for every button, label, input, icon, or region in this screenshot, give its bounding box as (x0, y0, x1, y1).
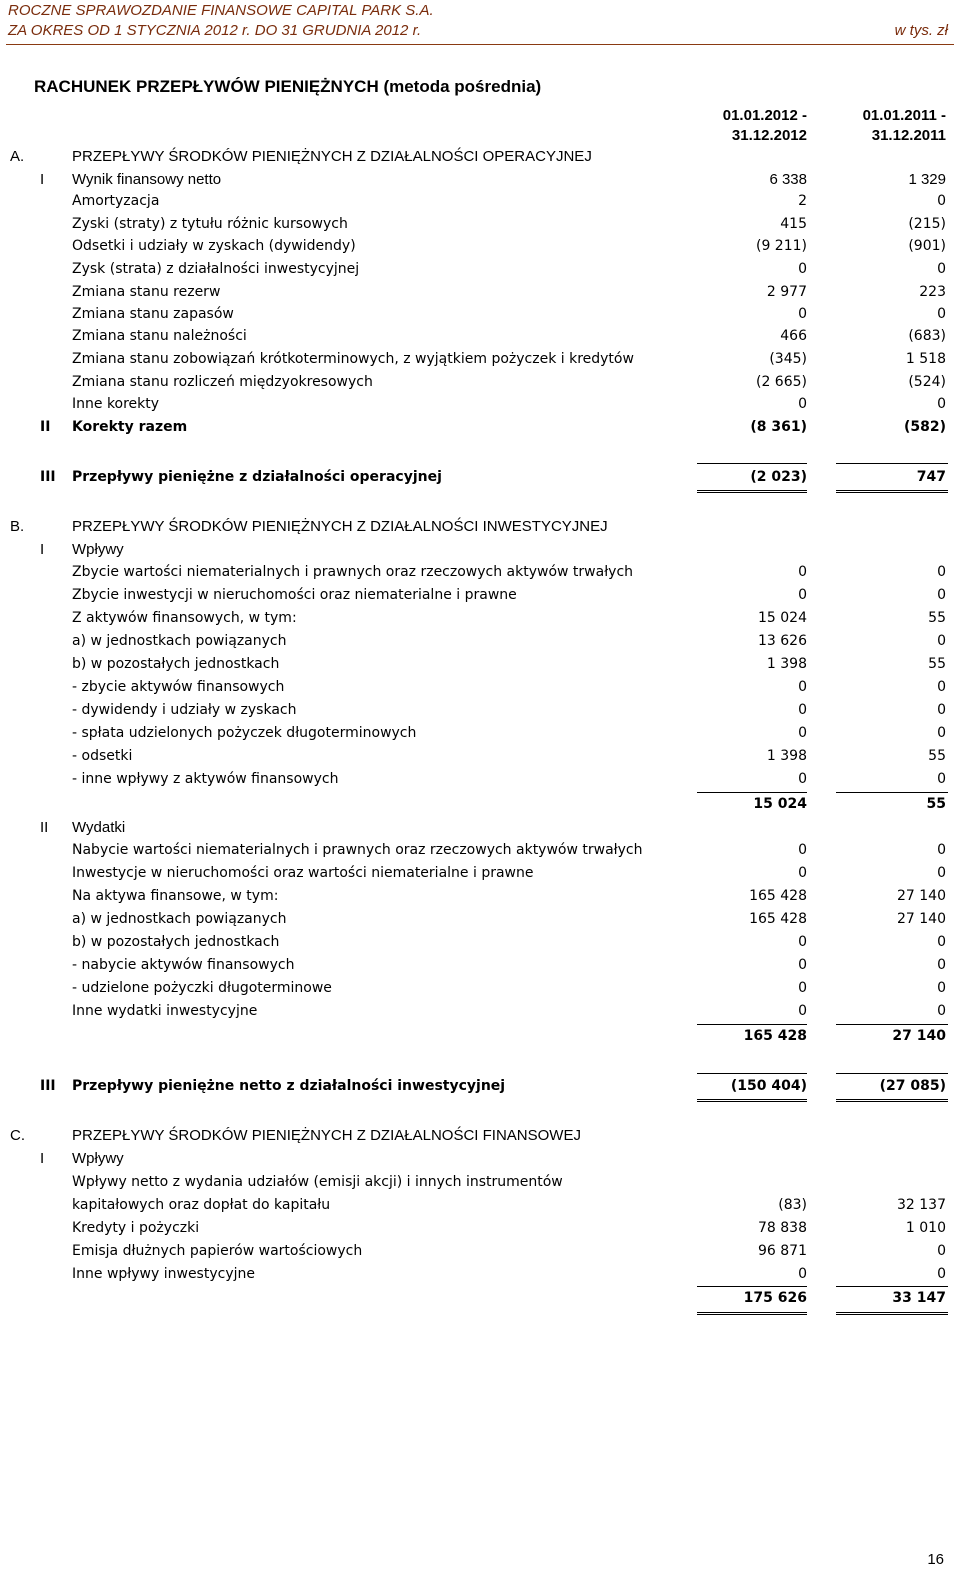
row-label: Przepływy pieniężne z działalności operacyjnej (72, 469, 442, 485)
value-2012: 0 (798, 957, 807, 973)
row-label: a) w jednostkach powiązanych (72, 911, 287, 927)
value-2012: 1 398 (766, 748, 807, 764)
currency-unit: w tys. zł (894, 22, 948, 39)
subtotal-rule (697, 1286, 807, 1287)
total-double-rule (836, 1312, 948, 1315)
value-2012: 6 338 (769, 171, 807, 188)
page-number: 16 (927, 1551, 944, 1568)
total-double-rule (697, 490, 807, 493)
subtotal-rule (697, 1073, 807, 1074)
total-double-rule (697, 1312, 807, 1315)
table-row (0, 1220, 960, 1242)
row-label: Wydatki (72, 819, 126, 836)
period-2011-line2: 31.12.2011 (871, 127, 946, 144)
row-label: Zmiana stanu zobowiązań krótkoterminowych, z wyjątkiem pożyczek i kredytów (72, 351, 634, 367)
row-number: I (40, 171, 45, 188)
row-label: Wpływy netto z wydania udziałów (emisji akcji) i innych instrumentów (72, 1174, 563, 1190)
row-label: Zbycie wartości niematerialnych i prawnych oraz rzeczowych aktywów trwałych (72, 564, 634, 580)
row-label: - zbycie aktywów finansowych (72, 679, 285, 695)
value-2012: 0 (798, 261, 807, 277)
row-label: PRZEPŁYWY ŚRODKÓW PIENIĘŻNYCH Z DZIAŁALNOŚCI INWESTYCYJNEJ (72, 518, 608, 535)
value-2012: 0 (798, 1266, 807, 1282)
table-row (0, 351, 960, 373)
row-number: C. (10, 1127, 25, 1144)
table-row (0, 564, 960, 586)
value-2012: (150 404) (730, 1078, 807, 1094)
table-row (0, 419, 960, 441)
value-2012: 175 626 (743, 1290, 807, 1306)
value-2012: 466 (780, 328, 807, 344)
value-2012: (2 023) (750, 469, 807, 485)
row-label: Inne wpływy inwestycyjne (72, 1266, 255, 1282)
value-2011: 747 (916, 469, 946, 485)
table-row (0, 587, 960, 609)
row-label: Przepływy pieniężne netto z działalności inwestycyjnej (72, 1078, 506, 1094)
value-2011: 0 (937, 396, 946, 412)
period-2011-line1: 01.01.2011 - (862, 107, 946, 124)
value-2012: 2 977 (766, 284, 807, 300)
row-label: Odsetki i udziały w zyskach (dywidendy) (72, 238, 356, 254)
value-2011: 0 (937, 193, 946, 209)
value-2011: 55 (928, 610, 946, 626)
report-header-line1: ROCZNE SPRAWOZDANIE FINANSOWE CAPITAL PARK S.A. (8, 2, 434, 19)
value-2012: 0 (798, 306, 807, 322)
table-row (0, 1290, 960, 1312)
table-row (0, 306, 960, 328)
row-label: Wpływy (72, 541, 124, 558)
value-2011: 0 (937, 842, 946, 858)
row-label: Nabycie wartości niematerialnych i prawnych oraz rzeczowych aktywów trwałych (72, 842, 643, 858)
value-2012: 1 398 (766, 656, 807, 672)
table-row (0, 1266, 960, 1288)
table-row (0, 980, 960, 1002)
value-2011: 0 (937, 564, 946, 580)
value-2012: (9 211) (755, 238, 807, 254)
row-number: III (40, 469, 56, 485)
value-2011: 223 (919, 284, 946, 300)
value-2011: 0 (937, 1003, 946, 1019)
value-2011: 32 137 (897, 1197, 946, 1213)
value-2011: (215) (908, 216, 946, 232)
value-2012: (345) (769, 351, 807, 367)
row-label: Amortyzacja (72, 193, 160, 209)
row-number: II (40, 819, 49, 836)
table-row (0, 796, 960, 818)
table-row (0, 148, 960, 170)
value-2011: 0 (937, 306, 946, 322)
value-2012: 0 (798, 587, 807, 603)
value-2012: 15 024 (758, 610, 807, 626)
header-divider (6, 44, 954, 45)
subtotal-rule (836, 1286, 948, 1287)
value-2012: 0 (798, 396, 807, 412)
subtotal-rule (836, 1024, 948, 1025)
value-2011: 55 (928, 748, 946, 764)
value-2011: (582) (903, 419, 946, 435)
row-number: I (40, 1150, 45, 1167)
table-row (0, 748, 960, 770)
row-label: - udzielone pożyczki długoterminowe (72, 980, 332, 996)
value-2012: 0 (798, 842, 807, 858)
subtotal-rule (836, 1073, 948, 1074)
table-row (0, 171, 960, 193)
value-2011: 0 (937, 980, 946, 996)
row-label: b) w pozostałych jednostkach (72, 934, 280, 950)
row-number: I (40, 541, 45, 558)
value-2012: 415 (780, 216, 807, 232)
row-label: Wynik finansowy netto (72, 171, 222, 188)
value-2011: 27 140 (897, 888, 946, 904)
row-label: Kredyty i pożyczki (72, 1220, 200, 1236)
value-2011: 1 010 (905, 1220, 946, 1236)
table-row (0, 1028, 960, 1050)
value-2012: 0 (798, 771, 807, 787)
subtotal-rule (697, 792, 807, 793)
row-label: PRZEPŁYWY ŚRODKÓW PIENIĘŻNYCH Z DZIAŁALNOŚCI FINANSOWEJ (72, 1127, 581, 1144)
row-label: Zmiana stanu należności (72, 328, 247, 344)
row-label: Z aktywów finansowych, w tym: (72, 610, 297, 626)
value-2011: (901) (908, 238, 946, 254)
row-label: Wpływy (72, 1150, 124, 1167)
table-row (0, 865, 960, 887)
value-2011: 0 (937, 865, 946, 881)
row-number: II (40, 419, 51, 435)
report-header-line2: ZA OKRES OD 1 STYCZNIA 2012 r. DO 31 GRUDNIA 2012 r. (8, 22, 422, 39)
value-2011: 27 140 (897, 911, 946, 927)
table-row (0, 819, 960, 841)
table-row (0, 1243, 960, 1265)
table-row (0, 702, 960, 724)
value-2012: 0 (798, 980, 807, 996)
table-row (0, 328, 960, 350)
table-row (0, 216, 960, 238)
row-label: Zbycie inwestycji w nieruchomości oraz niematerialne i prawne (72, 587, 517, 603)
value-2011: 0 (937, 702, 946, 718)
row-label: Inne korekty (72, 396, 160, 412)
value-2012: 165 428 (749, 911, 807, 927)
value-2011: 0 (937, 261, 946, 277)
period-2012-line2: 31.12.2012 (731, 127, 807, 144)
value-2012: 0 (798, 564, 807, 580)
table-row (0, 771, 960, 793)
subtotal-rule (697, 463, 807, 464)
value-2011: (27 085) (879, 1078, 946, 1094)
subtotal-rule (836, 792, 948, 793)
table-row (0, 1197, 960, 1219)
row-label: - inne wpływy z aktywów finansowych (72, 771, 339, 787)
table-row (0, 1078, 960, 1100)
period-2011-header (836, 106, 946, 146)
row-label: Inne wydatki inwestycyjne (72, 1003, 258, 1019)
table-row (0, 261, 960, 283)
total-double-rule (836, 1099, 948, 1102)
row-number: B. (10, 518, 25, 535)
value-2011: 0 (937, 679, 946, 695)
value-2011: 1 329 (908, 171, 946, 188)
row-label: - odsetki (72, 748, 133, 764)
row-label: Emisja dłużnych papierów wartościowych (72, 1243, 363, 1259)
value-2012: (8 361) (750, 419, 807, 435)
table-row (0, 1150, 960, 1172)
table-row (0, 656, 960, 678)
table-row (0, 284, 960, 306)
period-2012-line1: 01.01.2012 - (722, 107, 807, 124)
row-label: b) w pozostałych jednostkach (72, 656, 280, 672)
value-2012: (83) (778, 1197, 807, 1213)
table-row (0, 934, 960, 956)
row-label: - nabycie aktywów finansowych (72, 957, 295, 973)
value-2011: 0 (937, 957, 946, 973)
total-double-rule (836, 490, 948, 493)
value-2012: 13 626 (758, 633, 807, 649)
row-label: Inwestycje w nieruchomości oraz wartości niematerialne i prawne (72, 865, 534, 881)
table-row (0, 541, 960, 563)
value-2011: 0 (937, 1243, 946, 1259)
value-2012: 2 (798, 193, 807, 209)
value-2012: 96 871 (758, 1243, 807, 1259)
value-2012: 15 024 (753, 796, 807, 812)
value-2012: 165 428 (749, 888, 807, 904)
table-row (0, 725, 960, 747)
table-row (0, 911, 960, 933)
value-2012: 0 (798, 934, 807, 950)
value-2011: 55 (928, 656, 946, 672)
table-row (0, 469, 960, 491)
row-label: kapitałowych oraz dopłat do kapitału (72, 1197, 331, 1213)
value-2011: 55 (926, 796, 946, 812)
total-double-rule (697, 1099, 807, 1102)
value-2012: (2 665) (755, 374, 807, 390)
value-2012: 0 (798, 1003, 807, 1019)
value-2012: 0 (798, 725, 807, 741)
value-2011: 1 518 (905, 351, 946, 367)
value-2012: 0 (798, 865, 807, 881)
table-row (0, 396, 960, 418)
row-label: Zmiana stanu rozliczeń międzyokresowych (72, 374, 373, 390)
value-2011: 33 147 (892, 1290, 946, 1306)
subtotal-rule (836, 463, 948, 464)
subtotal-rule (697, 1024, 807, 1025)
row-number: III (40, 1078, 56, 1094)
value-2011: (524) (908, 374, 946, 390)
value-2011: 0 (937, 587, 946, 603)
value-2011: 0 (937, 1266, 946, 1282)
row-label: Zysk (strata) z działalności inwestycyjnej (72, 261, 360, 277)
table-row (0, 888, 960, 910)
table-row (0, 238, 960, 260)
row-label: - spłata udzielonych pożyczek długoterminowych (72, 725, 417, 741)
row-label: a) w jednostkach powiązanych (72, 633, 287, 649)
row-label: Zmiana stanu rezerw (72, 284, 221, 300)
value-2011: 0 (937, 725, 946, 741)
statement-title: RACHUNEK PRZEPŁYWÓW PIENIĘŻNYCH (metoda pośrednia) (34, 77, 542, 96)
table-row (0, 679, 960, 701)
value-2011: 0 (937, 633, 946, 649)
table-row (0, 1127, 960, 1149)
value-2012: 165 428 (743, 1028, 807, 1044)
row-label: PRZEPŁYWY ŚRODKÓW PIENIĘŻNYCH Z DZIAŁALNOŚCI OPERACYJNEJ (72, 148, 592, 165)
value-2012: 0 (798, 702, 807, 718)
value-2011: 0 (937, 934, 946, 950)
row-label: Zyski (straty) z tytułu różnic kursowych (72, 216, 348, 232)
row-label: - dywidendy i udziały w zyskach (72, 702, 297, 718)
table-row (0, 1174, 960, 1196)
table-row (0, 633, 960, 655)
row-label: Korekty razem (72, 419, 188, 435)
table-row (0, 518, 960, 540)
row-number: A. (10, 148, 25, 165)
value-2011: 27 140 (892, 1028, 946, 1044)
period-2012-header (697, 106, 807, 146)
table-row (0, 610, 960, 632)
table-row (0, 374, 960, 396)
row-label: Na aktywa finansowe, w tym: (72, 888, 279, 904)
table-row (0, 1003, 960, 1025)
value-2012: 0 (798, 679, 807, 695)
value-2011: (683) (908, 328, 946, 344)
value-2011: 0 (937, 771, 946, 787)
row-label: Zmiana stanu zapasów (72, 306, 234, 322)
table-row (0, 842, 960, 864)
value-2012: 78 838 (758, 1220, 807, 1236)
table-row (0, 957, 960, 979)
table-row (0, 193, 960, 215)
